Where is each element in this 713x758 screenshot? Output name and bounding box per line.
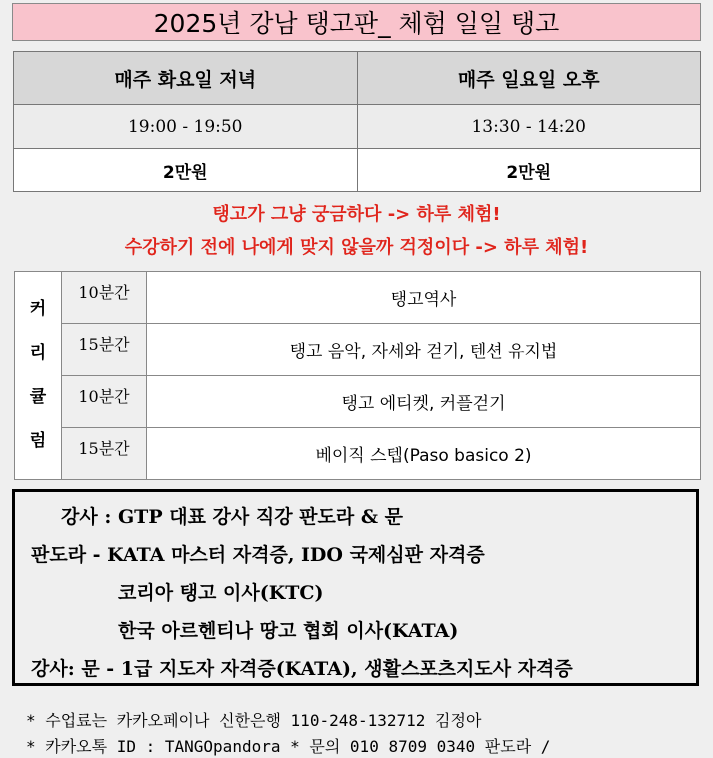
schedule-time-sunday: 13:30 - 14:20 <box>357 105 701 149</box>
curriculum-label <box>15 272 62 480</box>
curriculum-label-char: 큘 <box>29 387 47 407</box>
curriculum-row <box>15 272 701 324</box>
curriculum-duration: 15분간 <box>62 428 147 480</box>
curriculum-duration: 10분간 <box>62 272 147 324</box>
instructor-line-4: 한국 아르헨티나 땅고 협회 이사(KATA) <box>118 620 459 642</box>
curriculum-topic: 베이직 스텝(Paso basico 2) <box>147 428 701 480</box>
curriculum-row <box>15 324 701 376</box>
schedule-header-sunday: 매주 일요일 오후 <box>357 52 701 105</box>
curriculum-table <box>14 271 701 480</box>
instructor-line-2: 판도라 - KATA 마스터 자격증, IDO 국제심판 자격증 <box>31 544 485 566</box>
page-title: 2025년 강남 탱고판_ 체험 일일 탱고 <box>12 3 701 41</box>
curriculum-label-char: 커 <box>29 299 47 319</box>
curriculum-topic: 탱고 음악, 자세와 걷기, 텐션 유지법 <box>147 324 701 376</box>
curriculum-topic: 탱고 에티켓, 커플걷기 <box>147 376 701 428</box>
schedule-table <box>13 51 701 192</box>
curriculum-label-char: 럼 <box>29 431 47 451</box>
curriculum-label-char: 리 <box>29 343 47 363</box>
promo-line-1: 탱고가 그냥 궁금하다 -> 하루 체험! <box>212 204 501 225</box>
curriculum-duration: 10분간 <box>62 376 147 428</box>
instructor-line-1: 강사 : GTP 대표 강사 직강 판도라 & 문 <box>61 506 403 528</box>
footer-payment-note: * 수업료는 카카오페이나 신한은행 110-248-132712 김정아 <box>26 711 482 730</box>
schedule-header-tuesday: 매주 화요일 저녁 <box>14 52 358 105</box>
instructor-line-5: 강사: 문 - 1급 지도자 자격증(KATA), 생활스포츠지도사 자격증 <box>31 658 573 680</box>
instructor-box <box>12 489 699 686</box>
schedule-price-sunday: 2만원 <box>357 149 701 192</box>
curriculum-row <box>15 428 701 480</box>
promo-line-2: 수강하기 전에 나에게 맞지 않을까 걱정이다 -> 하루 체험! <box>124 237 589 258</box>
schedule-price-tuesday: 2만원 <box>14 149 358 192</box>
schedule-time-tuesday: 19:00 - 19:50 <box>14 105 358 149</box>
curriculum-row <box>15 376 701 428</box>
instructor-line-3: 코리아 탱고 이사(KTC) <box>118 582 324 604</box>
curriculum-duration: 15분간 <box>62 324 147 376</box>
curriculum-topic: 탱고역사 <box>147 272 701 324</box>
footer-contact-note: * 카카오톡 ID : TANGOpandora * 문의 010 8709 0340 판도라 / <box>26 737 551 756</box>
